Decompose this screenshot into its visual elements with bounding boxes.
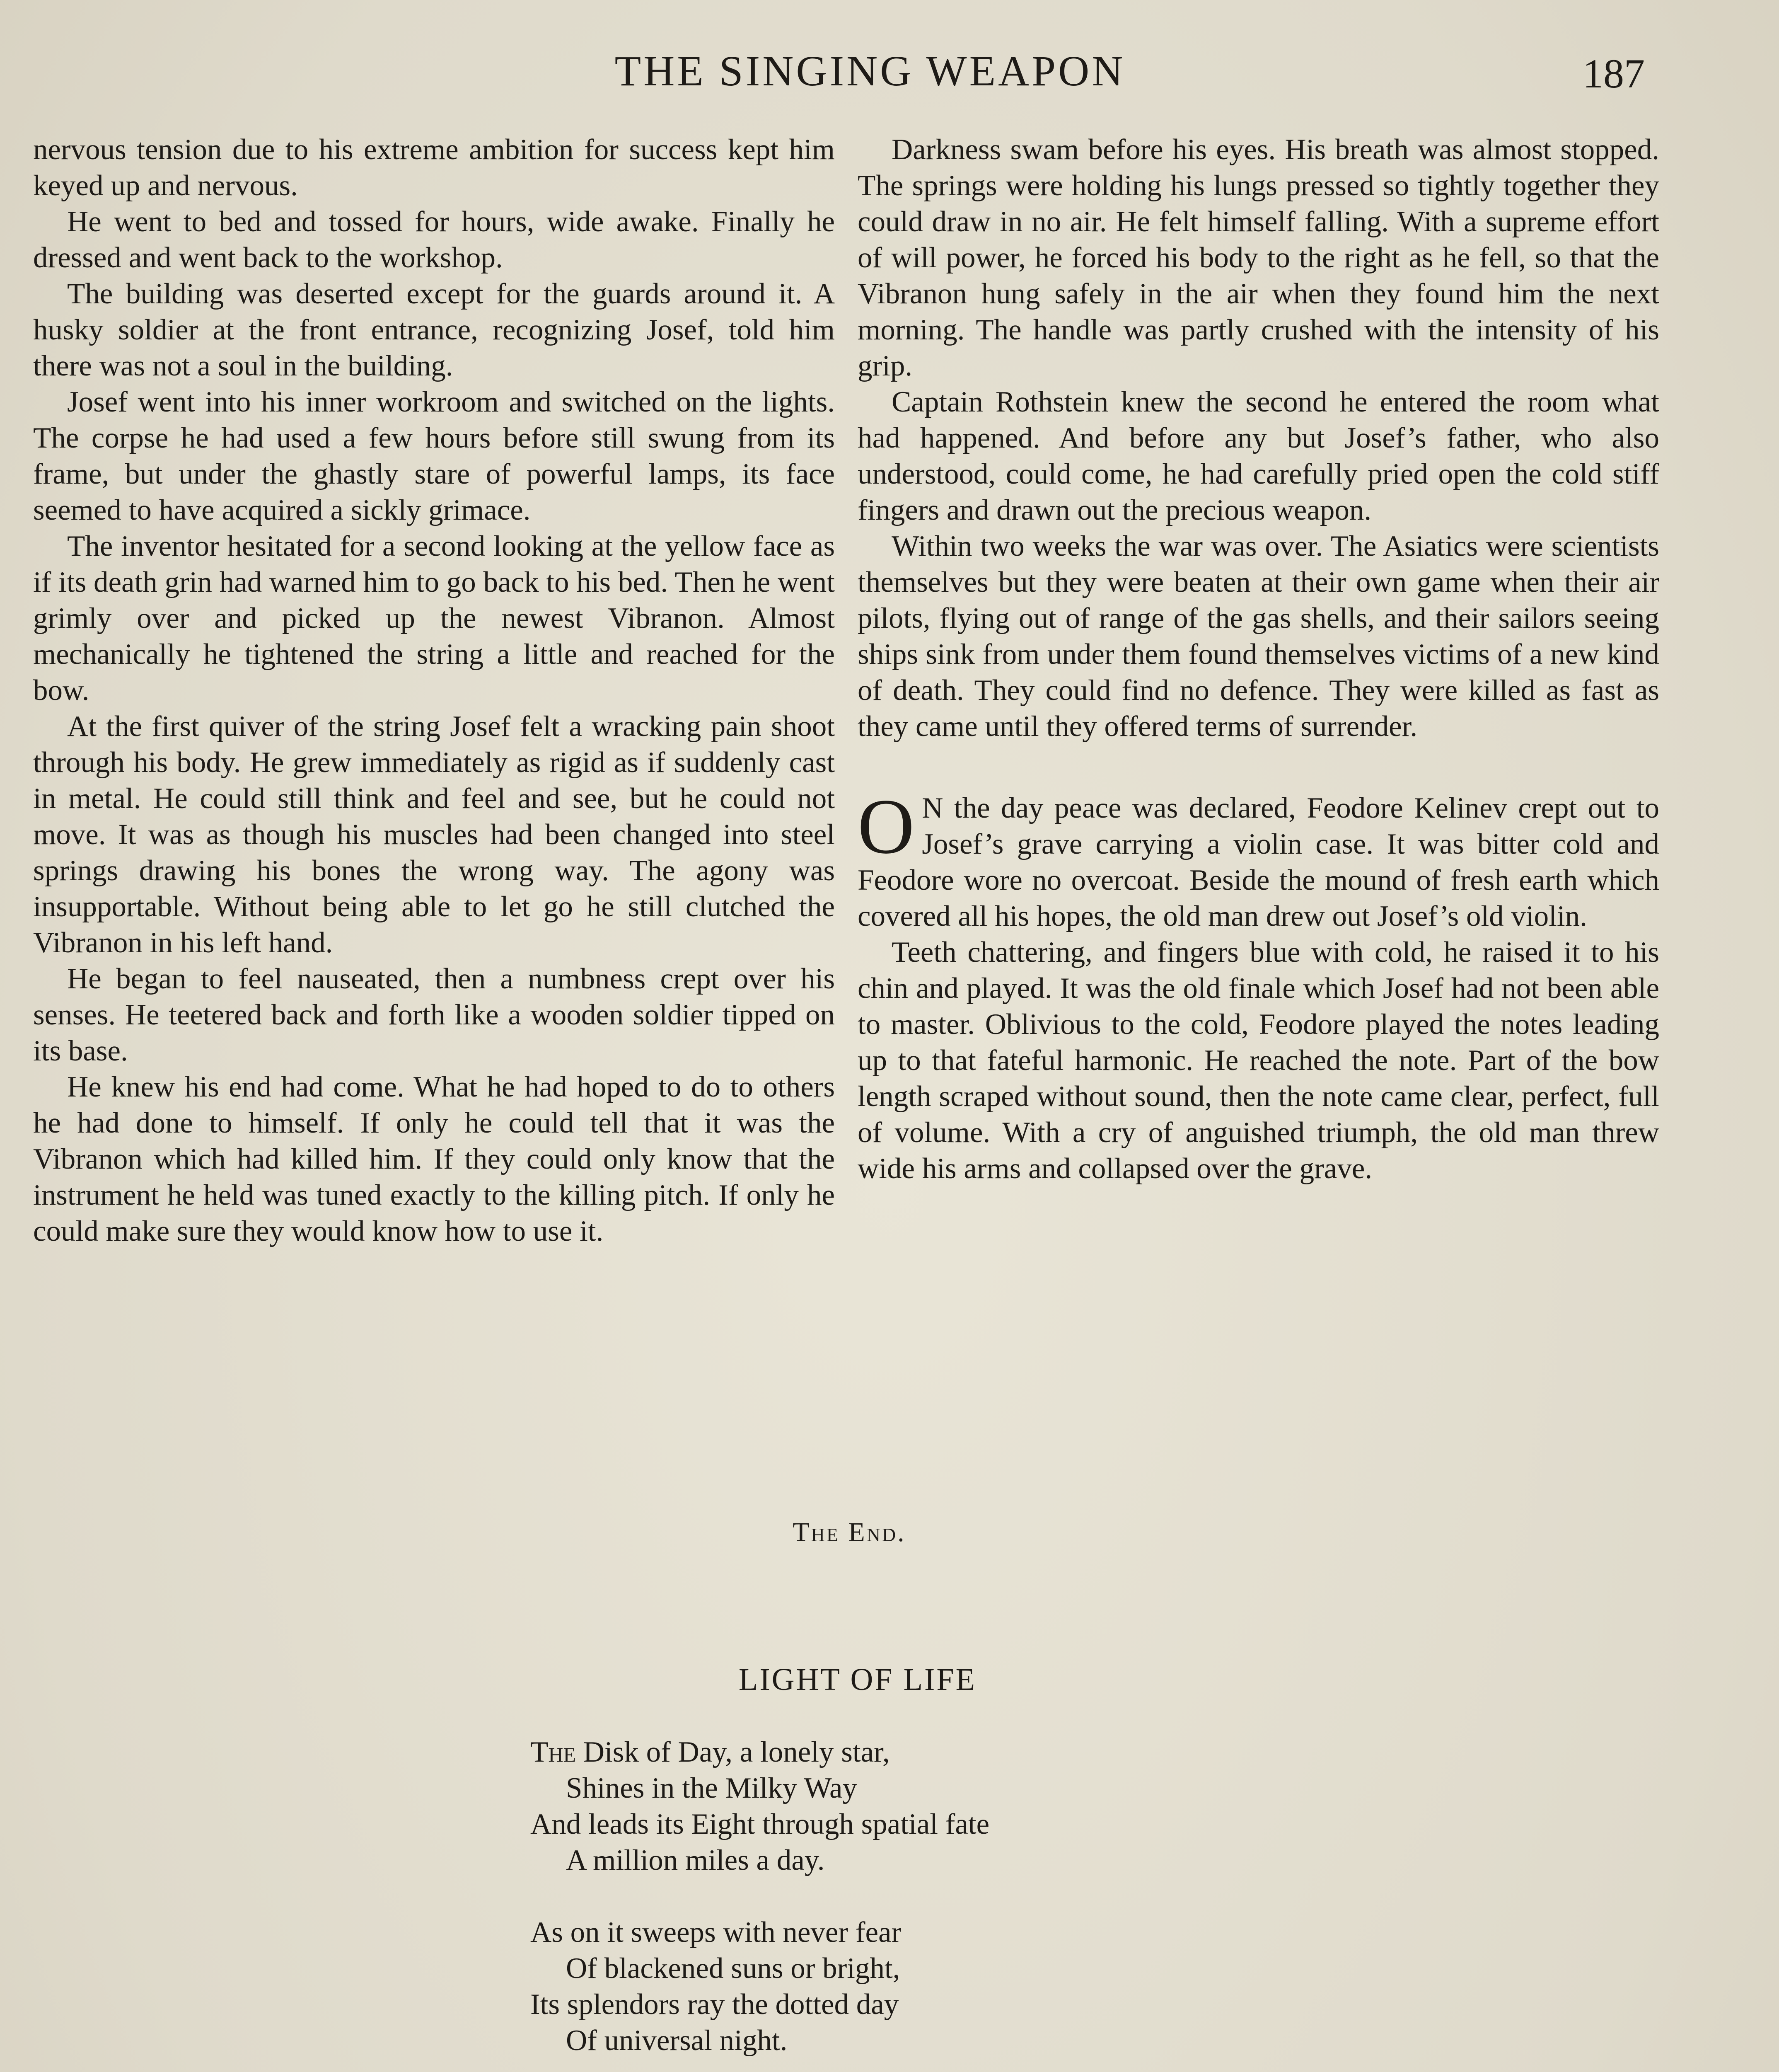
story-paragraph: He went to bed and tossed for hours, wide awake. Finally he dressed and went back to the workshop. bbox=[33, 206, 835, 274]
story-paragraph: He began to feel nauseated, then a numbness crept over his senses. He teetered back and forth like a wooden soldier tipped on its base. bbox=[33, 963, 835, 1067]
story-paragraph: Captain Rothstein knew the second he entered the room what had happened. And before any but Josef’s father, who also understood, could come, he had carefully pried open the cold stiff fingers and drawn out the precious weapon. bbox=[858, 386, 1659, 526]
poem-line: Its splendors ray the dotted day bbox=[530, 1988, 899, 2021]
poem-body bbox=[530, 1734, 1359, 2072]
end-marker: The End. bbox=[793, 1517, 906, 1547]
story-paragraph: Teeth chattering, and fingers blue with cold, he raised it to his chin and played. It was the old finale which Josef had not been able to master. Oblivious to the cold, Feodore played the notes leading up to that fateful harmonic. He reached the note. Part of the bow length scraped without sound, then the note came clear, perfect, full of volume. With a cry of anguished triumph, the old man threw wide his arms and collapsed over the grave. bbox=[858, 936, 1659, 1185]
story-paragraph: At the first quiver of the string Josef felt a wracking pain shoot through his body. He grew immediately as rigid as if suddenly cast in metal. He could still think and feel and see, but he could not move. It was as though his muscles had been changed into steel springs drawing his bones the wrong way. The agony was insupportable. Without being able to let go he still clutched the Vibranon in his left hand. bbox=[33, 710, 835, 959]
story-paragraph: Darkness swam before his eyes. His breath was almost stopped. The springs were holding his lungs pressed so tightly together they could draw in no air. He felt himself falling. With a supreme effort of will power, he forced his body to the right as he fell, so that the Vibranon hung safely in the air when they found him the next morning. The handle was partly crushed with the intensity of his grip. bbox=[858, 133, 1659, 382]
section-opening-text: N the day peace was declared, Feodore Kelinev crept out to Josef’s grave carrying a violin case. It was bitter cold and Feodore wore no overcoat. Beside the mound of fresh earth which covered all his hopes, the old man drew out Josef’s old violin. bbox=[858, 792, 1659, 932]
story-paragraph: Within two weeks the war was over. The Asiatics were scientists themselves but they were beaten at their own game when their air pilots, flying out of range of the gas shells, and their sailors seeing ships sink from under them found themselves victims of a new kind of death. They could find no defence. They were killed as fast as they came until they offered terms of surrender. bbox=[858, 530, 1659, 743]
poem-line: And leads its Eight through spatial fate bbox=[530, 1808, 990, 1840]
poem-line: Shines in the Milky Way bbox=[566, 1772, 857, 1804]
section-opening-paragraph bbox=[858, 783, 1659, 934]
poem-title: LIGHT OF LIFE bbox=[738, 1662, 977, 1697]
poem-line-text: Disk of Day, a lonely star, bbox=[576, 1736, 890, 1768]
poem-line bbox=[530, 1734, 1359, 1770]
story-paragraph: nervous tension due to his extreme ambition for success kept him keyed up and nervous. bbox=[33, 133, 835, 202]
page-number: 187 bbox=[1583, 51, 1645, 97]
running-title: THE SINGING WEAPON bbox=[614, 47, 1126, 95]
story-paragraph: The building was deserted except for the guards around it. A husky soldier at the front entrance, recognizing Josef, told him there was not a soul in the building. bbox=[33, 278, 835, 382]
poem-line: As on it sweeps with never fear bbox=[530, 1916, 902, 1949]
poem-first-word: The bbox=[530, 1736, 576, 1768]
poem-line: Of universal night. bbox=[566, 2024, 788, 2057]
story-paragraph: Josef went into his inner workroom and switched on the lights. The corpse he had used a few hours before still swung from its frame, but under the ghastly stare of powerful lamps, its face seemed to have acquired a sickly grimace. bbox=[33, 386, 835, 526]
drop-cap: O bbox=[858, 783, 915, 870]
story-left-column bbox=[33, 132, 835, 1249]
poem-stanza bbox=[530, 1734, 1359, 1878]
poem-line: A million miles a day. bbox=[566, 1844, 825, 1876]
story-paragraph: The inventor hesitated for a second looking at the yellow face as if its death grin had warned him to go back to his bed. Then he went grimly over and picked up the newest Vibranon. Almost mechanically he tightened the string a little and reached for the bow. bbox=[33, 530, 835, 707]
story-paragraph: He knew his end had come. What he had hoped to do to others he had done to himself. If only he could tell that it was the Vibranon which had killed him. If they could only know that the instrument he held was tuned exactly to the killing pitch. If only he could make sure they would know how to use it. bbox=[33, 1071, 835, 1247]
poem-stanza bbox=[530, 1915, 1359, 2059]
poem-line: Of blackened suns or bright, bbox=[566, 1952, 900, 1985]
story-right-column bbox=[858, 132, 1659, 1187]
